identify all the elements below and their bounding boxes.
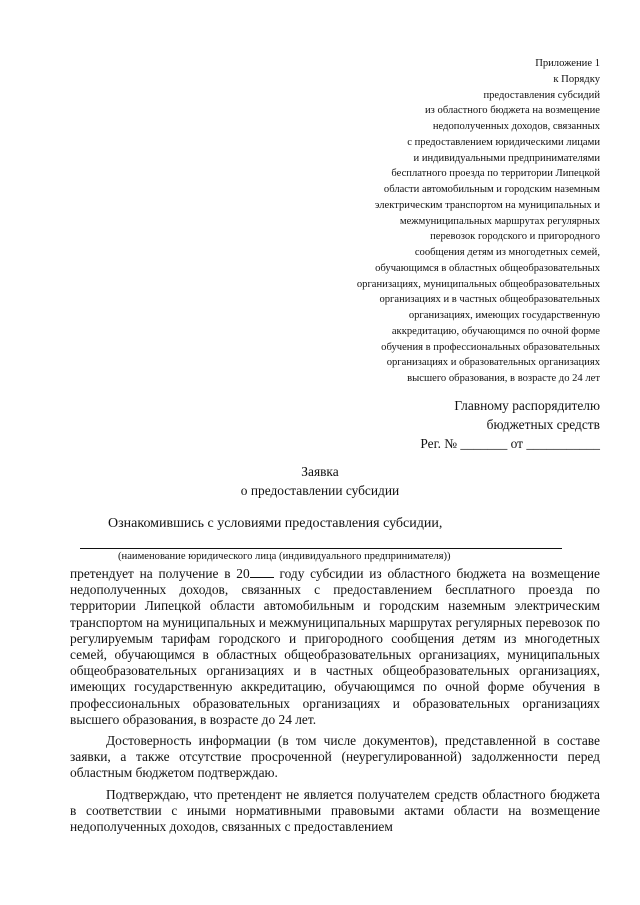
appendix-line: с предоставлением юридическими лицами: [407, 136, 600, 148]
paragraph-claim: [70, 566, 600, 728]
appendix-header: [260, 56, 600, 387]
subtitle-line: о предоставлении субсидии: [240, 483, 400, 498]
appendix-line: бесплатного проезда по территории Липецкой: [391, 168, 600, 180]
applicant-name-caption: (наименование юридического лица (индивидуального предпринимателя)): [118, 551, 451, 562]
document-body: [70, 566, 600, 835]
appendix-line: аккредитацию, обучающимся по очной форме: [391, 325, 600, 337]
appendix-line: недополученных доходов, связанных: [432, 121, 600, 132]
appendix-line: Приложение 1: [535, 58, 600, 69]
paragraph-reliability: Достоверность информации (в том числе документов), представленной в составе заявки, а также отсутствие просроченной (неурегулированной) задолженности перед областным бюджетом подтверждаю.: [70, 733, 600, 781]
paragraph-confirmation: Подтверждаю, что претендент не является получателем средств областного бюджета в соответствии с иными нормативными правовыми актами области на возмещение недополученных доходов, связанных с предоставлением: [70, 786, 600, 835]
appendix-line: обучающимся в областных общеобразовательных: [375, 262, 600, 274]
appendix-line: межмуниципальных маршрутах регулярных: [399, 215, 600, 227]
recipient-block: [300, 396, 600, 453]
appendix-line: сообщения детям из многодетных семей,: [414, 247, 600, 258]
appendix-line: обучения в профессиональных образовательных: [381, 341, 600, 353]
recipient-line: Главному распорядителю: [454, 398, 600, 413]
claim-start: претендует на получение в 20: [70, 566, 250, 581]
document-title: [0, 462, 640, 500]
appendix-line: организациях, муниципальных общеобразовательных: [356, 278, 600, 290]
appendix-line: предоставления субсидий: [483, 89, 600, 101]
appendix-line: организациях и в частных общеобразовательных: [379, 294, 600, 306]
appendix-line: организациях и образовательных организациях: [386, 357, 600, 369]
intro-text: Ознакомившись с условиями предоставления субсидии,: [108, 516, 443, 531]
claim-rest: году субсидии из областного бюджета на возмещение недополученных доходов, связанных с предоставлением бесплатного проезда по территории Липецкой области автомобильным и городским наземным электрическим транспортом на муниципальных и межмуниципальных маршрутах регулярных перевозок по регулируемым тарифам городского и пригородного сообщения детям из многодетных семей, обучающимся в областных общеобразовательных организациях, муниципальных общеобразовательных организациях и в частных общеобразовательных организациях, имеющих государственную аккредитацию, обучающимся по очной форме обучения в профессиональных образовательных организациях и образовательных организациях высшего образования, в возрасте до 24 лет.: [70, 566, 600, 727]
appendix-line: организациях, имеющих государственную: [408, 310, 600, 321]
appendix-line: к Порядку: [553, 73, 600, 85]
recipient-line: бюджетных средств: [486, 417, 600, 432]
appendix-line: электрическим транспортом на муниципальных и: [374, 199, 600, 211]
appendix-line: из областного бюджета на возмещение: [425, 105, 600, 117]
title-line: Заявка: [301, 464, 339, 479]
appendix-line: и индивидуальными предпринимателями: [413, 152, 600, 164]
registration-line: Рег. № _______ от ___________: [420, 436, 600, 451]
appendix-line: перевозок городского и пригородного: [430, 231, 600, 243]
appendix-line: высшего образования, в возрасте до 24 лет: [407, 373, 600, 384]
appendix-line: области автомобильным и городским наземным: [383, 184, 600, 195]
year-blank: [250, 567, 274, 578]
